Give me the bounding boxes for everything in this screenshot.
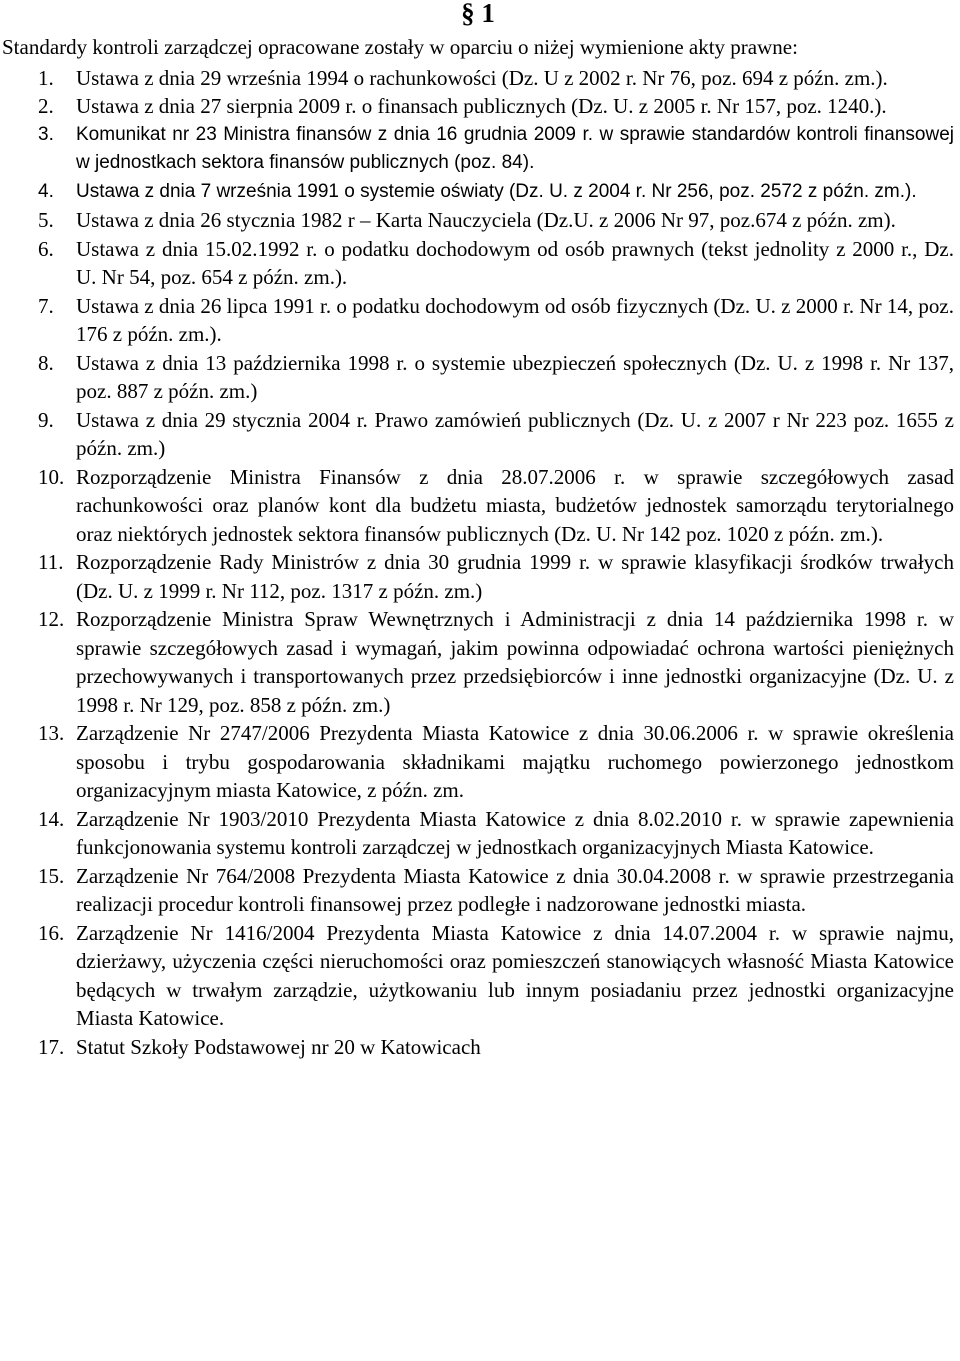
list-item-text: Ustawa z dnia 15.02.1992 r. o podatku dochodowym od osób prawnych (tekst jednolity z 2000 r., Dz. U. Nr 54, poz. 654 z późn. zm.). <box>76 236 954 289</box>
list-item-text: Ustawa z dnia 7 września 1991 o systemie oświaty (Dz. U. z 2004 r. Nr 256, poz. 2572 z późn. zm.). <box>76 180 917 202</box>
legal-acts-list <box>2 64 954 1062</box>
list-item-text: Statut Szkoły Podstawowej nr 20 w Katowicach <box>76 1034 481 1059</box>
section-heading: § 1 <box>461 0 495 28</box>
list-item <box>2 178 954 207</box>
list-item-text: Ustawa z dnia 13 października 1998 r. o systemie ubezpieczeń społecznych (Dz. U. z 1998 r. Nr 137, poz. 887 z późn. zm.) <box>76 350 954 403</box>
list-item-number: 3. <box>38 123 54 145</box>
list-item-number: 9. <box>38 407 54 432</box>
list-item <box>2 719 954 805</box>
list-item-number: 11. <box>38 550 64 574</box>
list-item-text: Rozporządzenie Rady Ministrów z dnia 30 grudnia 1999 r. w sprawie klasyfikacji środków trwałych (Dz. U. z 1999 r. Nr 112, poz. 1317 z późn. zm.) <box>76 550 954 603</box>
list-item-number: 1. <box>38 65 54 90</box>
list-item <box>2 805 954 862</box>
intro-paragraph: Standardy kontroli zarządczej opracowane zostały w oparciu o niżej wymienione akty prawne: <box>2 35 798 59</box>
list-item-text: Ustawa z dnia 29 stycznia 2004 r. Prawo zamówień publicznych (Dz. U. z 2007 r Nr 223 poz. 1655 z późn. zm.) <box>76 407 954 460</box>
list-item <box>2 605 954 719</box>
list-item-text: Ustawa z dnia 29 września 1994 o rachunkowości (Dz. U z 2002 r. Nr 76, poz. 694 z późn. zm.). <box>76 65 888 90</box>
list-item <box>2 919 954 1033</box>
list-item <box>2 121 954 178</box>
list-item-number: 13. <box>38 721 65 745</box>
list-item-number: 16. <box>38 920 65 945</box>
list-item-text: Zarządzenie Nr 2747/2006 Prezydenta Miasta Katowice z dnia 30.06.2006 r. w sprawie określenia sposobu i trybu gospodarowania składnikami majątku ruchomego powierzonego jednostkom organizacyjnym miasta Katowice, z późn. zm. <box>76 721 954 802</box>
list-item-text: Ustawa z dnia 27 sierpnia 2009 r. o finansach publicznych (Dz. U. z 2005 r. Nr 157, poz. 1240.). <box>76 94 887 118</box>
list-item <box>2 1033 954 1062</box>
list-item <box>2 463 954 549</box>
list-item <box>2 235 954 292</box>
list-item <box>2 862 954 919</box>
list-item-number: 17. <box>38 1034 65 1059</box>
list-item-text: Komunikat nr 23 Ministra finansów z dnia 16 grudnia 2009 r. w sprawie standardów kontroli finansowej w jednostkach sektora finansów publicznych (poz. 84). <box>76 123 954 173</box>
list-item <box>2 548 954 605</box>
list-item-number: 2. <box>38 94 54 118</box>
list-item <box>2 406 954 463</box>
list-item <box>2 349 954 406</box>
list-item-text: Zarządzenie Nr 1903/2010 Prezydenta Miasta Katowice z dnia 8.02.2010 r. w sprawie zapewnienia funkcjonowania systemu kontroli zarządczej w jednostkach organizacyjnych Miasta Katowice. <box>76 806 954 859</box>
list-item-text: Rozporządzenie Ministra Finansów z dnia 28.07.2006 r. w sprawie szczegółowych zasad rachunkowości oraz planów kont dla budżetu miasta, budżetów jednostek samorządu terytorialnego oraz niektórych jednostek sektora finansów publicznych (Dz. U. Nr 142 poz. 1020 z późn. zm.). <box>76 464 954 546</box>
list-item-text: Zarządzenie Nr 1416/2004 Prezydenta Miasta Katowice z dnia 14.07.2004 r. w sprawie najmu, dzierżawy, użyczenia części nieruchomości oraz pomieszczeń stanowiących własność Miasta Katowice będących w trwałym zarządzie, użytkowaniu lub innym posiadaniu przez jednostki organizacyjne Miasta Katowice. <box>76 920 954 1030</box>
list-item-text: Ustawa z dnia 26 stycznia 1982 r – Karta Nauczyciela (Dz.U. z 2006 Nr 97, poz.674 z późn. zm). <box>76 208 896 232</box>
list-item-number: 5. <box>38 208 54 232</box>
list-item-number: 15. <box>38 863 65 888</box>
list-item-number: 14. <box>38 806 65 831</box>
list-item-number: 4. <box>38 180 54 202</box>
list-item <box>2 206 954 235</box>
list-item-text: Rozporządzenie Ministra Spraw Wewnętrznych i Administracji z dnia 14 października 1998 r. w sprawie szczegółowych zasad i wymagań, jakim powinna odpowiadać ochrona wartości pieniężnych przechowywanych i transportowanych przez przedsiębiorców i inne jednostki organizacyjne (Dz. U. z 1998 r. Nr 129, poz. 858 z późn. zm.) <box>76 607 954 717</box>
list-item-number: 8. <box>38 350 54 375</box>
list-item-number: 7. <box>38 293 54 318</box>
list-item-text: Zarządzenie Nr 764/2008 Prezydenta Miasta Katowice z dnia 30.04.2008 r. w sprawie przestrzegania realizacji procedur kontroli finansowej przez podległe i nadzorowane jednostki miasta. <box>76 863 954 916</box>
list-item-number: 10. <box>38 464 65 489</box>
list-item-number: 12. <box>38 607 65 631</box>
list-item-number: 6. <box>38 236 54 261</box>
list-item <box>2 64 954 93</box>
list-item <box>2 292 954 349</box>
list-item-text: Ustawa z dnia 26 lipca 1991 r. o podatku dochodowym od osób fizycznych (Dz. U. z 2000 r. Nr 14, poz. 176 z późn. zm.). <box>76 293 954 346</box>
list-item <box>2 92 954 121</box>
